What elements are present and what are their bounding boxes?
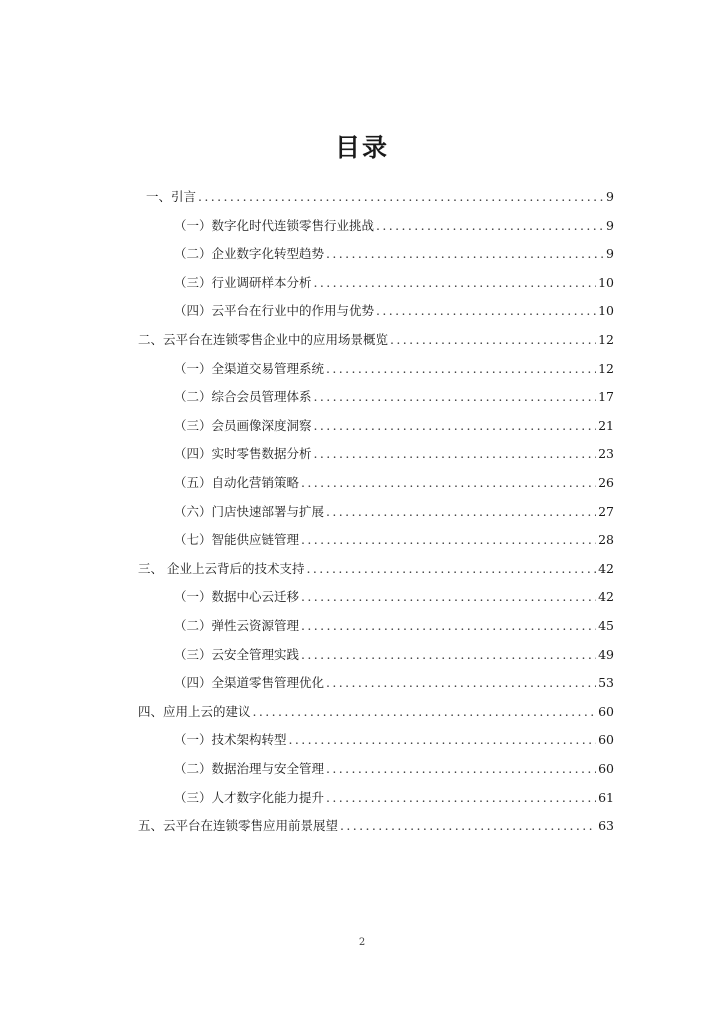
toc-entry-page-number: 42	[598, 589, 614, 605]
toc-entry[interactable]	[174, 383, 614, 405]
page-number: 2	[358, 937, 366, 948]
toc-entry-label: （四）云平台在行业中的作用与优势	[174, 303, 375, 319]
toc-entry[interactable]	[174, 784, 614, 806]
toc-entry-label: （一）全渠道交易管理系统	[174, 360, 325, 376]
toc-entry-page-number: 60	[598, 703, 614, 719]
toc-entry[interactable]	[174, 440, 614, 462]
toc-entry-label: 二、云平台在连锁零售企业中的应用场景概览	[138, 332, 389, 347]
toc-entry[interactable]	[174, 526, 614, 548]
toc-entry[interactable]	[146, 183, 614, 205]
toc-leader-dots	[301, 589, 596, 605]
toc-leader-dots	[314, 389, 597, 405]
page-title: 目录	[334, 133, 389, 162]
toc-entry-page-number: 45	[598, 618, 614, 633]
toc-entry-label: （三）会员画像深度洞察	[174, 417, 312, 433]
toc-leader-dots	[376, 218, 604, 234]
toc-entry-label: （四）全渠道零售管理优化	[174, 675, 325, 691]
toc-entry-label: （一）数字化时代连锁零售行业挑战	[174, 217, 375, 233]
toc-leader-dots	[289, 732, 597, 748]
toc-entry[interactable]	[138, 812, 614, 834]
toc-leader-dots	[376, 303, 596, 319]
toc-leader-dots	[326, 361, 596, 377]
toc-entry-page-number: 21	[598, 417, 614, 433]
toc-entry-label: （二）企业数字化转型趋势	[174, 246, 325, 262]
toc-entry[interactable]	[174, 755, 614, 777]
toc-entry-label: （三）人才数字化能力提升	[174, 789, 325, 805]
toc-leader-dots	[301, 647, 596, 663]
toc-entry[interactable]	[174, 240, 614, 262]
toc-entry-label: 一、引言	[146, 189, 197, 204]
toc-entry[interactable]	[174, 498, 614, 520]
toc-leader-dots	[326, 761, 596, 777]
toc-entry[interactable]	[174, 641, 614, 663]
toc-entry-page-number: 63	[598, 818, 614, 834]
toc-entry[interactable]	[174, 297, 614, 319]
toc-entry-label: （三）行业调研样本分析	[174, 274, 312, 290]
toc-entry[interactable]	[174, 212, 614, 234]
toc-entry-page-number: 9	[606, 246, 614, 262]
toc-leader-dots	[301, 475, 596, 491]
toc-entry-label: （二）弹性云资源管理	[174, 618, 300, 633]
toc-entry-label: （六）门店快速部署与扩展	[174, 503, 325, 519]
toc-leader-dots	[390, 332, 596, 348]
toc-entry-label: （三）云安全管理实践	[174, 646, 300, 662]
toc-entry-page-number: 53	[598, 675, 614, 691]
toc-entry-label: 四、应用上云的建议	[138, 703, 251, 719]
toc-entry-page-number: 28	[598, 532, 614, 548]
toc-entry[interactable]	[174, 583, 614, 605]
toc-entry-label: （五）自动化营销策略	[174, 475, 300, 490]
toc-entry[interactable]	[174, 612, 614, 634]
toc-entry-label: （一）技术架构转型	[174, 732, 287, 748]
toc-leader-dots	[198, 189, 604, 205]
toc-leader-dots	[340, 818, 596, 834]
toc-entry-page-number: 9	[606, 189, 614, 204]
toc-entry-page-number: 23	[598, 446, 614, 462]
toc-entry-label: 三、 企业上云背后的技术支持	[138, 560, 305, 576]
toc-entry-page-number: 61	[598, 789, 614, 805]
toc-leader-dots	[301, 618, 596, 634]
toc-leader-dots	[301, 532, 596, 548]
toc-entry[interactable]	[174, 469, 614, 491]
toc-entry-page-number: 42	[598, 560, 614, 576]
toc-leader-dots	[253, 704, 597, 720]
toc-entry-page-number: 10	[598, 274, 614, 290]
toc-leader-dots	[326, 790, 596, 806]
toc-entry[interactable]	[174, 669, 614, 691]
toc-entry-label: （四）实时零售数据分析	[174, 446, 312, 462]
toc-entry-page-number: 27	[598, 503, 614, 519]
toc-entry[interactable]	[174, 269, 614, 291]
toc-entry[interactable]	[138, 555, 614, 577]
toc-entry-page-number: 60	[598, 732, 614, 748]
toc-entry-page-number: 49	[598, 646, 614, 662]
toc-leader-dots	[314, 446, 597, 462]
toc-leader-dots	[326, 504, 596, 520]
toc-entry-page-number: 17	[598, 389, 614, 405]
toc-entry-page-number: 60	[598, 761, 614, 776]
toc-entry-label: （二）数据治理与安全管理	[174, 761, 325, 776]
toc-entry-page-number: 26	[598, 475, 614, 490]
toc-leader-dots	[314, 275, 597, 291]
toc-entry[interactable]	[174, 355, 614, 377]
toc-entry[interactable]	[174, 726, 614, 748]
toc-entry[interactable]	[138, 326, 614, 348]
toc-entry[interactable]	[174, 412, 614, 434]
toc-entry[interactable]	[138, 698, 614, 720]
toc-entry-label: （一）数据中心云迁移	[174, 589, 300, 605]
toc-leader-dots	[326, 246, 604, 262]
toc-leader-dots	[314, 418, 597, 434]
toc-entry-page-number: 10	[598, 303, 614, 319]
toc-entry-page-number: 9	[606, 217, 614, 233]
toc-entry-page-number: 12	[598, 360, 614, 376]
toc-leader-dots	[306, 561, 596, 577]
toc-entry-label: （二）综合会员管理体系	[174, 389, 312, 405]
toc-entry-label: （七）智能供应链管理	[174, 532, 300, 548]
toc-leader-dots	[326, 675, 596, 691]
toc-entry-label: 五、云平台在连锁零售应用前景展望	[138, 818, 339, 834]
toc-entry-page-number: 12	[598, 332, 614, 347]
